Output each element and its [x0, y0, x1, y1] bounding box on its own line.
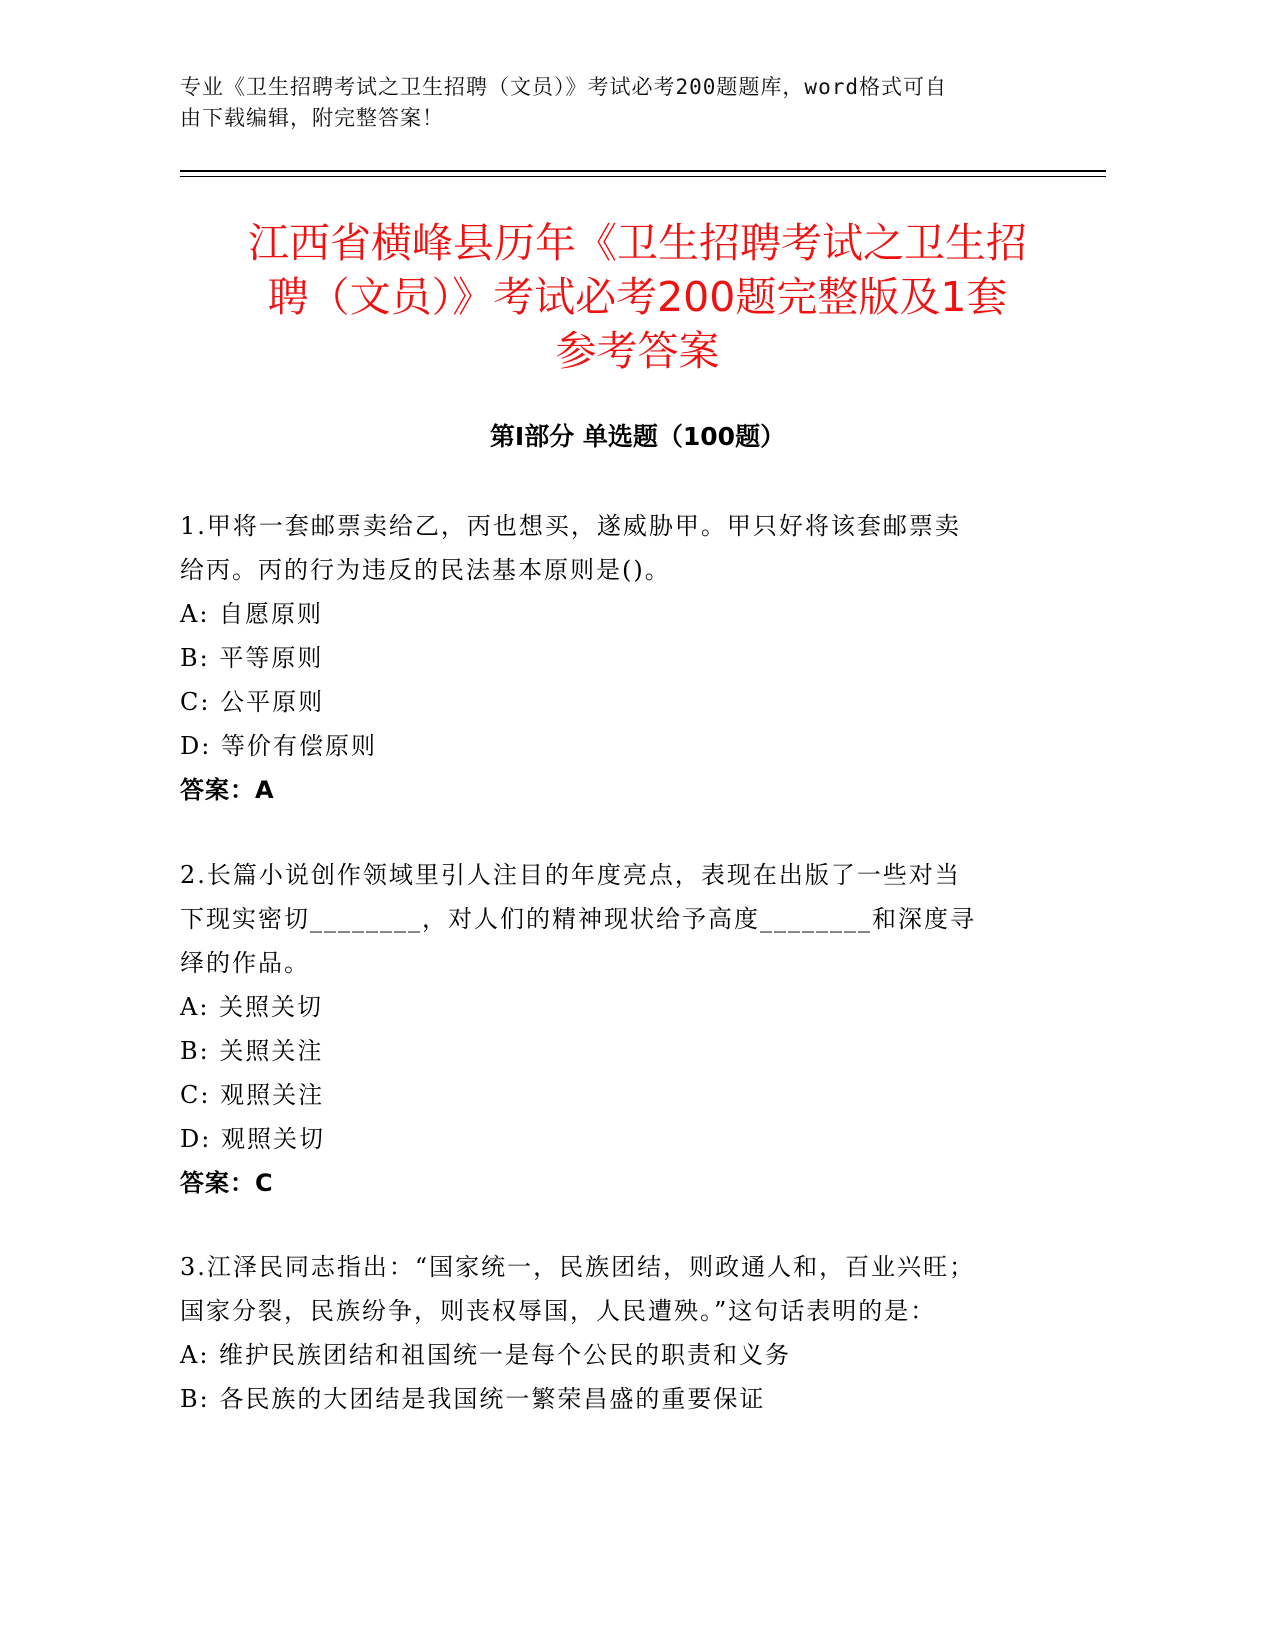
title-line: 参考答案: [555, 327, 720, 375]
title-line: 江西省横峰县历年《卫生招聘考试之卫生招: [248, 219, 1027, 267]
question-2: [180, 853, 1120, 1205]
section-title: 第Ⅰ部分 单选题（100题）: [489, 422, 786, 451]
header-note: [180, 72, 1050, 134]
option-c: C: 观照关注: [180, 1081, 325, 1109]
document-title: [150, 216, 1125, 378]
option-c: C: 公平原则: [180, 688, 325, 716]
option-a: A: 维护民族团结和祖国统一是每个公民的职责和义务: [180, 1341, 792, 1369]
answer: 答案：C: [180, 1169, 274, 1197]
question-stem: 下现实密切________，对人们的精神现状给予高度________和深度寻: [180, 905, 976, 933]
question-1: [180, 504, 1120, 812]
header-divider-thin: [180, 176, 1106, 177]
question-stem: 给丙。丙的行为违反的民法基本原则是()。: [180, 556, 671, 584]
option-d: D: 等价有偿原则: [180, 732, 377, 760]
question-3: [180, 1245, 1120, 1421]
answer: 答案：A: [180, 776, 275, 804]
question-stem: 国家分裂，民族纷争，则丧权辱国，人民遭殃。”这句话表明的是：: [180, 1297, 937, 1325]
question-stem: 1.甲将一套邮票卖给乙，丙也想买，遂威胁甲。甲只好将该套邮票卖: [180, 512, 961, 540]
header-note-line: 由下载编辑，附完整答案！: [180, 106, 444, 130]
header-divider-thick: [180, 170, 1106, 172]
question-stem: 3.江泽民同志指出：“国家统一，民族团结，则政通人和，百业兴旺；: [180, 1253, 976, 1281]
option-a: A: 自愿原则: [180, 600, 324, 628]
header-note-line: 专业《卫生招聘考试之卫生招聘（文员）》考试必考200题题库，word格式可自: [180, 75, 947, 99]
question-stem: 2.长篇小说创作领域里引人注目的年度亮点，表现在出版了一些对当: [180, 861, 961, 889]
option-a: A: 关照关切: [180, 993, 324, 1021]
question-stem: 绎的作品。: [180, 949, 310, 977]
title-line: 聘（文员）》考试必考200题完整版及1套: [267, 273, 1008, 321]
option-b: B: 关照关注: [180, 1037, 324, 1065]
option-d: D: 观照关切: [180, 1125, 325, 1153]
option-b: B: 各民族的大团结是我国统一繁荣昌盛的重要保证: [180, 1385, 766, 1413]
option-b: B: 平等原则: [180, 644, 324, 672]
